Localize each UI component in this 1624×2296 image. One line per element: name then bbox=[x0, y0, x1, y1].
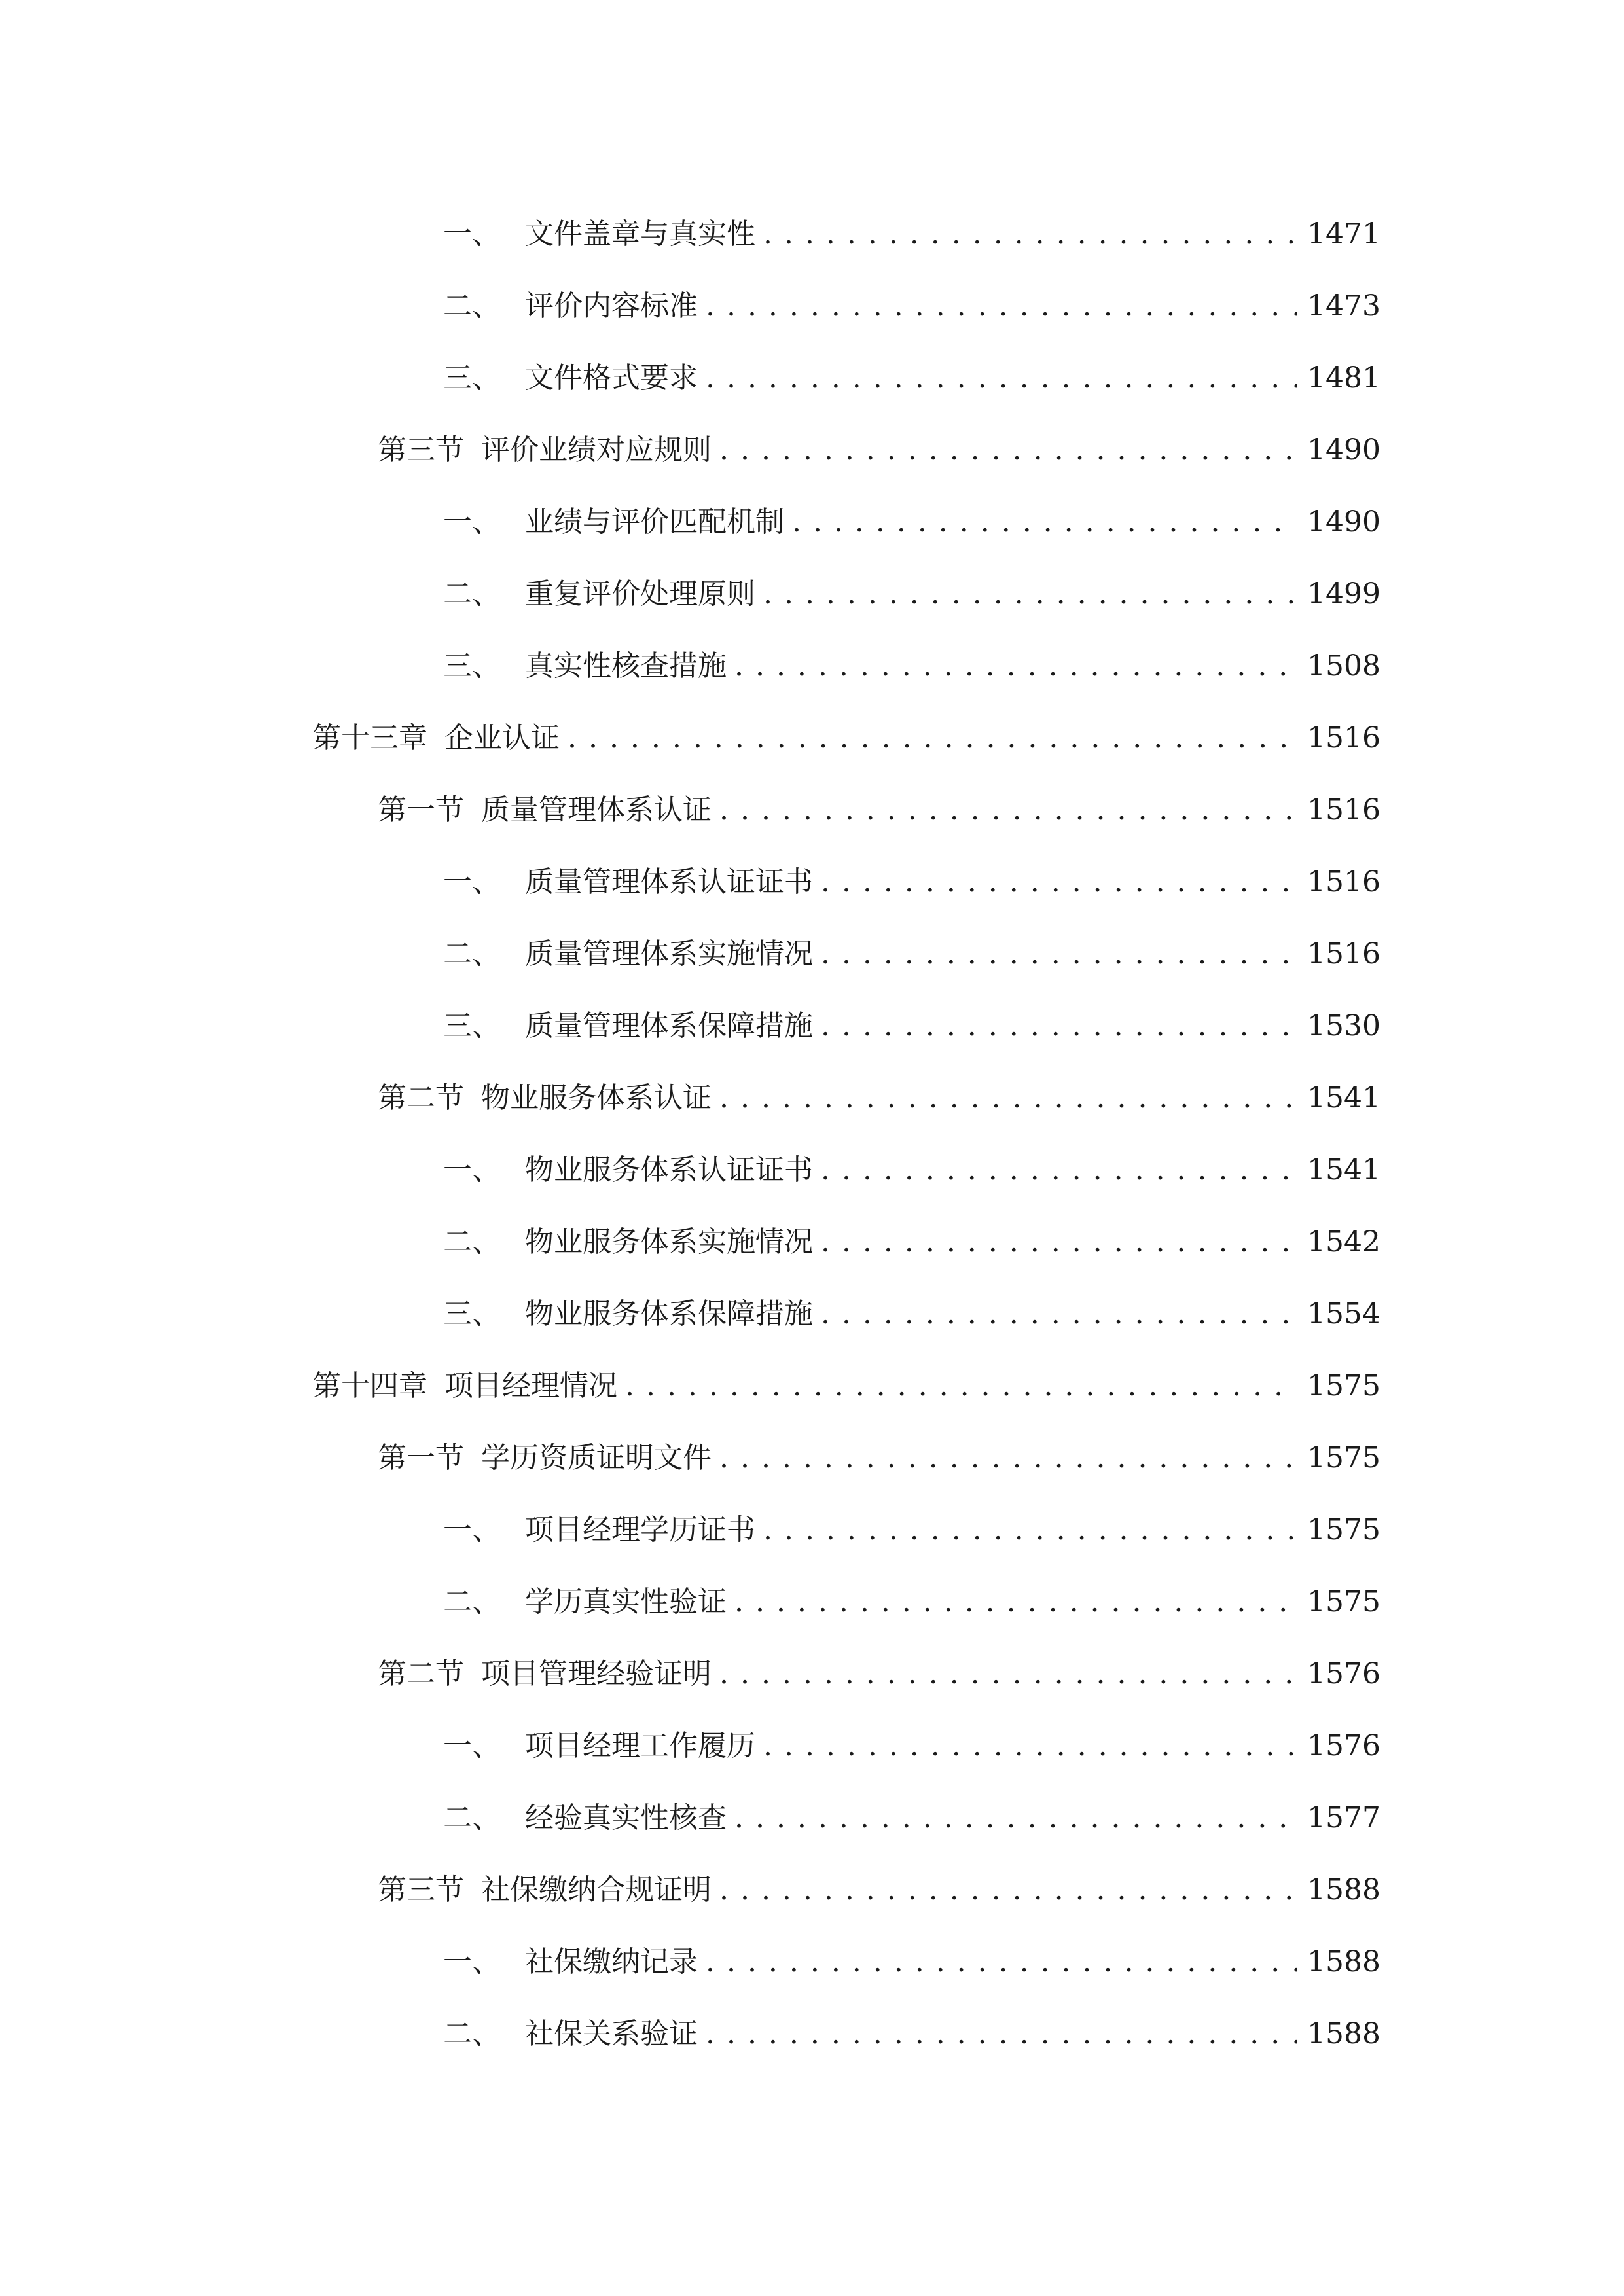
dot-leader bbox=[706, 2017, 1297, 2051]
toc-entry-number: 一、 bbox=[443, 865, 501, 899]
dot-leader bbox=[763, 577, 1297, 611]
toc-entry-number: 一、 bbox=[443, 1729, 501, 1763]
dot-leader bbox=[734, 649, 1297, 683]
toc-entry-number: 第二节 bbox=[378, 1081, 464, 1115]
dot-leader bbox=[625, 1369, 1297, 1403]
toc-entry-page: 1516 bbox=[1307, 721, 1380, 755]
dot-leader bbox=[719, 1441, 1297, 1475]
dot-leader bbox=[719, 1081, 1297, 1115]
toc-entry-title: 文件盖章与真实性 bbox=[525, 217, 755, 251]
toc-entry-title: 项目经理工作履历 bbox=[525, 1729, 755, 1763]
toc-entry[interactable] bbox=[0, 196, 1624, 268]
toc-entry-title: 评价业绩对应规则 bbox=[481, 433, 712, 467]
toc-entry-number: 第十四章 bbox=[312, 1369, 427, 1403]
toc-entry-title: 物业服务体系认证证书 bbox=[525, 1153, 813, 1187]
toc-entry-number: 三、 bbox=[443, 1297, 501, 1331]
toc-entry-page: 1588 bbox=[1307, 1945, 1380, 1979]
toc-entry[interactable] bbox=[0, 628, 1624, 700]
toc-entry-number: 二、 bbox=[443, 1225, 501, 1259]
toc-entry[interactable] bbox=[0, 268, 1624, 340]
toc-entry-page: 1542 bbox=[1307, 1225, 1380, 1259]
dot-leader bbox=[821, 865, 1297, 899]
dot-leader bbox=[734, 1801, 1297, 1835]
toc-entry-number: 三、 bbox=[443, 361, 501, 395]
toc-entry[interactable] bbox=[0, 1708, 1624, 1780]
toc-entry-page: 1575 bbox=[1307, 1369, 1380, 1403]
toc-section-entry[interactable] bbox=[0, 1060, 1624, 1132]
toc-entry-number: 一、 bbox=[443, 1945, 501, 1979]
toc-entry-number: 二、 bbox=[443, 1801, 501, 1835]
dot-leader bbox=[821, 1009, 1297, 1043]
toc-entry[interactable] bbox=[0, 988, 1624, 1060]
dot-leader bbox=[763, 1513, 1297, 1547]
dot-leader bbox=[719, 433, 1297, 467]
toc-entry-page: 1576 bbox=[1307, 1729, 1380, 1763]
toc-entry-number: 第一节 bbox=[378, 1441, 464, 1475]
toc-entry-number: 第一节 bbox=[378, 793, 464, 827]
dot-leader bbox=[706, 1945, 1297, 1979]
toc-section-entry[interactable] bbox=[0, 1420, 1624, 1492]
toc-entry-page: 1516 bbox=[1307, 937, 1380, 971]
toc-entry-number: 二、 bbox=[443, 937, 501, 971]
toc-entry[interactable] bbox=[0, 1492, 1624, 1564]
toc-entry-title: 经验真实性核查 bbox=[525, 1801, 727, 1835]
toc-entry[interactable] bbox=[0, 1276, 1624, 1348]
toc-entry[interactable] bbox=[0, 484, 1624, 556]
dot-leader bbox=[568, 721, 1297, 755]
toc-entry-page: 1508 bbox=[1307, 649, 1380, 683]
toc-entry-number: 一、 bbox=[443, 217, 501, 251]
toc-entry-number: 第三节 bbox=[378, 433, 464, 467]
toc-section-entry[interactable] bbox=[0, 1636, 1624, 1708]
toc-entry-number: 三、 bbox=[443, 649, 501, 683]
toc-entry-title: 重复评价处理原则 bbox=[525, 577, 755, 611]
toc-section-entry[interactable] bbox=[0, 772, 1624, 844]
toc-entry-title: 项目经理情况 bbox=[444, 1369, 617, 1403]
dot-leader bbox=[763, 217, 1297, 251]
dot-leader bbox=[734, 1585, 1297, 1619]
toc-entry-page: 1576 bbox=[1307, 1657, 1380, 1691]
toc-entry-title: 物业服务体系认证 bbox=[481, 1081, 712, 1115]
toc-entry-title: 业绩与评价匹配机制 bbox=[525, 505, 784, 539]
toc-entry-title: 项目经理学历证书 bbox=[525, 1513, 755, 1547]
toc-entry-number: 二、 bbox=[443, 1585, 501, 1619]
toc-entry-page: 1575 bbox=[1307, 1513, 1380, 1547]
toc-entry-page: 1575 bbox=[1307, 1441, 1380, 1475]
toc-entry-title: 质量管理体系保障措施 bbox=[525, 1009, 813, 1043]
toc-entry-number: 三、 bbox=[443, 1009, 501, 1043]
toc-entry-title: 项目管理经验证明 bbox=[481, 1657, 712, 1691]
toc-entry-page: 1481 bbox=[1307, 361, 1380, 395]
dot-leader bbox=[706, 361, 1297, 395]
dot-leader bbox=[821, 1225, 1297, 1259]
toc-entry[interactable] bbox=[0, 1780, 1624, 1852]
toc-section-entry[interactable] bbox=[0, 412, 1624, 484]
toc-entry-page: 1490 bbox=[1307, 433, 1380, 467]
toc-entry-title: 社保缴纳合规证明 bbox=[481, 1873, 712, 1907]
toc-entry-title: 社保缴纳记录 bbox=[525, 1945, 698, 1979]
toc-entry[interactable] bbox=[0, 1564, 1624, 1636]
toc-entry[interactable] bbox=[0, 1996, 1624, 2068]
toc-entry-page: 1577 bbox=[1307, 1801, 1380, 1835]
toc-entry-number: 一、 bbox=[443, 1153, 501, 1187]
toc-entry[interactable] bbox=[0, 844, 1624, 916]
toc-entry-page: 1471 bbox=[1307, 217, 1380, 251]
dot-leader bbox=[763, 1729, 1297, 1763]
toc-entry-number: 第十三章 bbox=[312, 721, 427, 755]
toc-entry-page: 1516 bbox=[1307, 793, 1380, 827]
toc-entry[interactable] bbox=[0, 1132, 1624, 1204]
dot-leader bbox=[719, 793, 1297, 827]
toc-entry-page: 1554 bbox=[1307, 1297, 1380, 1331]
toc-entry[interactable] bbox=[0, 556, 1624, 628]
toc-entry-page: 1516 bbox=[1307, 865, 1380, 899]
toc-entry-title: 真实性核查措施 bbox=[525, 649, 727, 683]
toc-entry[interactable] bbox=[0, 1924, 1624, 1996]
toc-entry-title: 评价内容标准 bbox=[525, 289, 698, 323]
dot-leader bbox=[821, 937, 1297, 971]
dot-leader bbox=[719, 1657, 1297, 1691]
toc-entry-number: 二、 bbox=[443, 577, 501, 611]
toc-entry[interactable] bbox=[0, 1204, 1624, 1276]
toc-entry[interactable] bbox=[0, 340, 1624, 412]
toc-entry-title: 学历资质证明文件 bbox=[481, 1441, 712, 1475]
table-of-contents bbox=[0, 196, 1624, 2068]
toc-entry-title: 文件格式要求 bbox=[525, 361, 698, 395]
toc-entry-title: 社保关系验证 bbox=[525, 2017, 698, 2051]
toc-entry-title: 物业服务体系实施情况 bbox=[525, 1225, 813, 1259]
toc-entry[interactable] bbox=[0, 916, 1624, 988]
toc-entry-number: 二、 bbox=[443, 289, 501, 323]
toc-entry-number: 第三节 bbox=[378, 1873, 464, 1907]
toc-entry-title: 物业服务体系保障措施 bbox=[525, 1297, 813, 1331]
toc-chapter-entry[interactable] bbox=[0, 700, 1624, 772]
dot-leader bbox=[792, 505, 1297, 539]
toc-entry-page: 1473 bbox=[1307, 289, 1380, 323]
toc-entry-page: 1490 bbox=[1307, 505, 1380, 539]
toc-entry-page: 1588 bbox=[1307, 2017, 1380, 2051]
toc-chapter-entry[interactable] bbox=[0, 1348, 1624, 1420]
toc-entry-page: 1575 bbox=[1307, 1585, 1380, 1619]
toc-entry-title: 学历真实性验证 bbox=[525, 1585, 727, 1619]
toc-entry-number: 二、 bbox=[443, 2017, 501, 2051]
toc-entry-title: 质量管理体系实施情况 bbox=[525, 937, 813, 971]
toc-entry-page: 1499 bbox=[1307, 577, 1380, 611]
toc-entry-title: 质量管理体系认证证书 bbox=[525, 865, 813, 899]
toc-entry-title: 质量管理体系认证 bbox=[481, 793, 712, 827]
toc-entry-page: 1541 bbox=[1307, 1153, 1380, 1187]
toc-entry-page: 1541 bbox=[1307, 1081, 1380, 1115]
toc-entry-number: 一、 bbox=[443, 505, 501, 539]
dot-leader bbox=[706, 289, 1297, 323]
dot-leader bbox=[821, 1297, 1297, 1331]
toc-entry-number: 一、 bbox=[443, 1513, 501, 1547]
toc-entry-title: 企业认证 bbox=[444, 721, 560, 755]
toc-entry-page: 1588 bbox=[1307, 1873, 1380, 1907]
dot-leader bbox=[821, 1153, 1297, 1187]
toc-entry-page: 1530 bbox=[1307, 1009, 1380, 1043]
toc-entry-number: 第二节 bbox=[378, 1657, 464, 1691]
toc-section-entry[interactable] bbox=[0, 1852, 1624, 1924]
dot-leader bbox=[719, 1873, 1297, 1907]
